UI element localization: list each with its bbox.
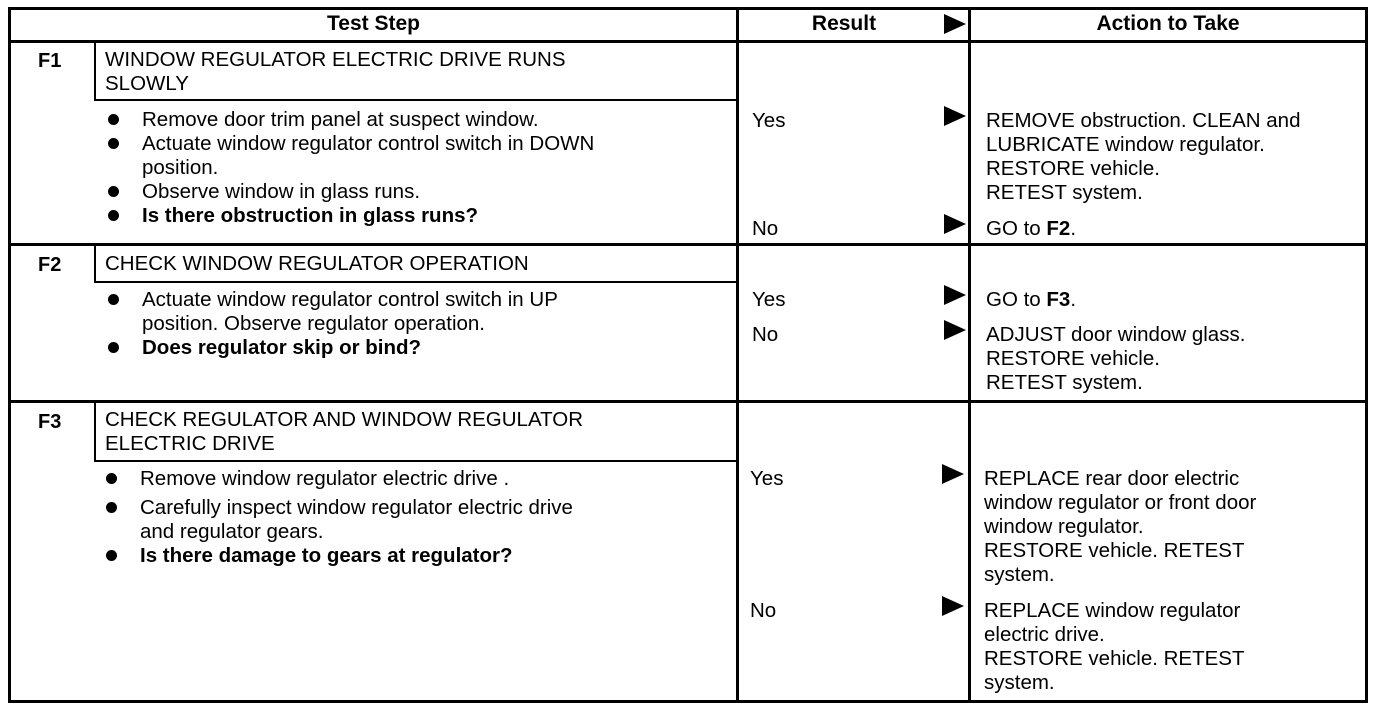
column-divider-action — [968, 7, 971, 703]
header-result: Result — [811, 12, 877, 35]
step-id-f1: F1 — [38, 50, 62, 72]
f3-no-action-line1: REPLACE window regulator — [984, 599, 1241, 622]
f1-bullet-3: Observe window in glass runs. — [142, 180, 421, 203]
f2-no-action-line3: RETEST system. — [986, 371, 1143, 394]
header-divider — [8, 40, 1368, 43]
f3-bullet-1: Remove window regulator electric drive . — [140, 467, 510, 490]
result-arrow-icon — [942, 596, 964, 616]
f2-bullet-question: Does regulator skip or bind? — [142, 336, 422, 359]
bullet-icon — [106, 502, 117, 513]
column-divider-result — [736, 7, 739, 703]
f1-bullet-2-line2: position. — [142, 156, 219, 179]
f3-no-action-line3: RESTORE vehicle. RETEST — [984, 647, 1245, 670]
f2-no-action-line2: RESTORE vehicle. — [986, 347, 1160, 370]
result-arrow-icon — [942, 464, 964, 484]
f3-yes-action-line1: REPLACE rear door electric — [984, 467, 1240, 490]
goto-suffix: . — [1070, 217, 1077, 240]
row-divider-f2-f3 — [8, 400, 1368, 403]
result-arrow-icon — [944, 320, 966, 340]
bullet-icon — [108, 294, 119, 305]
step-title-f3-line1: CHECK REGULATOR AND WINDOW REGULATOR — [105, 408, 584, 431]
f2-result-yes: Yes — [752, 288, 786, 311]
header-test-step: Test Step — [327, 12, 420, 35]
f2-bullet-1-line1: Actuate window regulator control switch in UP — [142, 288, 558, 311]
f1-title-underline — [94, 99, 738, 101]
table-border-top — [8, 7, 1368, 10]
f3-yes-action-line3: window regulator. — [984, 515, 1144, 538]
bullet-icon — [108, 114, 119, 125]
bullet-icon — [108, 342, 119, 353]
f1-no-action — [986, 217, 1076, 241]
f1-result-no: No — [752, 217, 779, 240]
header-action: Action to Take — [1096, 12, 1240, 35]
f3-bullet-question: Is there damage to gears at regulator? — [140, 544, 513, 567]
step-id-f3: F3 — [38, 411, 62, 433]
bullet-icon — [106, 473, 117, 484]
f1-id-divider — [94, 43, 96, 100]
f3-no-action-line2: electric drive. — [984, 623, 1105, 646]
step-title-f2: CHECK WINDOW REGULATOR OPERATION — [105, 252, 529, 275]
f1-bullet-question: Is there obstruction in glass runs? — [142, 204, 479, 227]
f2-result-no: No — [752, 323, 779, 346]
f3-bullet-2-line1: Carefully inspect window regulator electric drive — [140, 496, 573, 519]
f2-title-underline — [94, 281, 738, 283]
f1-result-yes: Yes — [752, 109, 786, 132]
f1-yes-action-line2: LUBRICATE window regulator. — [986, 133, 1265, 156]
goto-step-ref: F3 — [1046, 288, 1071, 311]
header-arrow-icon — [944, 14, 966, 34]
f3-bullet-2-line2: and regulator gears. — [140, 520, 324, 543]
step-title-f1-line1: WINDOW REGULATOR ELECTRIC DRIVE RUNS — [105, 48, 566, 71]
goto-step-ref: F2 — [1046, 217, 1071, 240]
table-border-bottom — [8, 700, 1368, 703]
result-arrow-icon — [944, 214, 966, 234]
f2-id-divider — [94, 246, 96, 282]
table-border-right — [1365, 7, 1368, 703]
table-border-left — [8, 7, 11, 703]
f3-id-divider — [94, 403, 96, 460]
f1-yes-action-line3: RESTORE vehicle. — [986, 157, 1160, 180]
f3-no-action-line4: system. — [984, 671, 1055, 694]
f1-yes-action-line1: REMOVE obstruction. CLEAN and — [986, 109, 1301, 132]
goto-prefix: GO to — [986, 288, 1047, 311]
bullet-icon — [106, 550, 117, 561]
f3-title-underline — [94, 460, 738, 462]
f3-yes-action-line4: RESTORE vehicle. RETEST — [984, 539, 1245, 562]
f3-result-yes: Yes — [750, 467, 784, 490]
result-arrow-icon — [944, 285, 966, 305]
f1-bullet-1: Remove door trim panel at suspect window. — [142, 108, 539, 131]
step-id-f2: F2 — [38, 254, 62, 276]
f2-yes-action — [986, 288, 1076, 312]
f3-yes-action-line5: system. — [984, 563, 1055, 586]
step-title-f3-line2: ELECTRIC DRIVE — [105, 432, 275, 455]
step-title-f1-line2: SLOWLY — [105, 72, 189, 95]
f1-yes-action-line4: RETEST system. — [986, 181, 1143, 204]
f3-result-no: No — [750, 599, 777, 622]
goto-suffix: . — [1070, 288, 1077, 311]
bullet-icon — [108, 210, 119, 221]
f2-no-action-line1: ADJUST door window glass. — [986, 323, 1246, 346]
bullet-icon — [108, 138, 119, 149]
f3-yes-action-line2: window regulator or front door — [984, 491, 1257, 514]
result-arrow-icon — [944, 106, 966, 126]
f2-bullet-1-line2: position. Observe regulator operation. — [142, 312, 486, 335]
goto-prefix: GO to — [986, 217, 1047, 240]
bullet-icon — [108, 186, 119, 197]
row-divider-f1-f2 — [8, 243, 1368, 246]
f1-bullet-2-line1: Actuate window regulator control switch in DOWN — [142, 132, 595, 155]
